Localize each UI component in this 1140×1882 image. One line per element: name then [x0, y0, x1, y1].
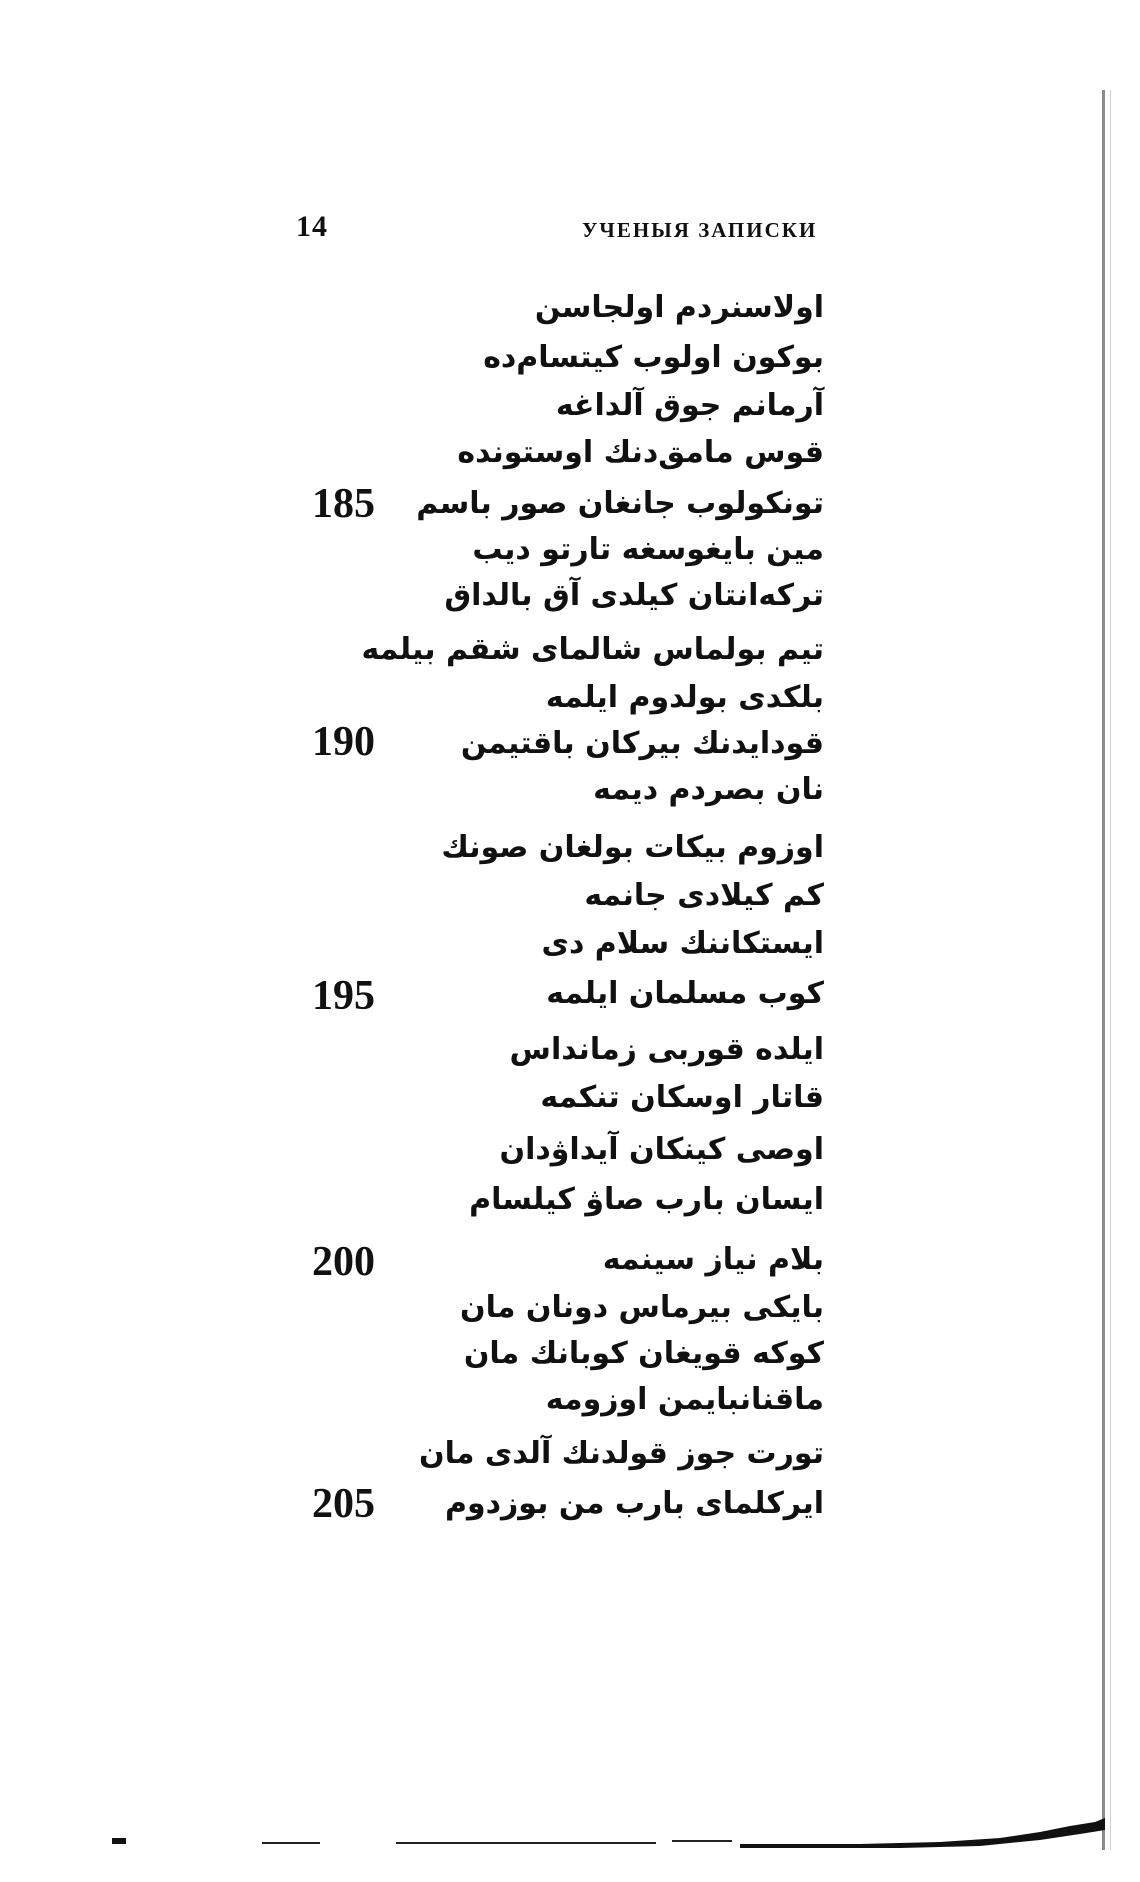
verse-line: كوب مسلمان ايلمه	[546, 976, 824, 1011]
line-number: 185	[312, 481, 375, 527]
torn-edge-shadow	[740, 1800, 1110, 1860]
scan-rule	[262, 1842, 320, 1844]
running-head: УЧЕНЫЯ ЗАПИСКИ	[582, 218, 818, 242]
verse-line: كوكه قويغان كوبانك مان	[463, 1336, 824, 1371]
verse-line: نان بصردم ديمه	[593, 772, 824, 807]
verse-line: اوزوم بيكات بولغان صونك	[441, 830, 824, 865]
line-number: 205	[312, 1481, 375, 1527]
verse-line: ايركلماى بارب من بوزدوم	[445, 1486, 824, 1521]
scan-rule	[396, 1842, 656, 1844]
verse-line: بلام نياز سينمه	[602, 1242, 824, 1277]
verse-line: تركه‌انتان كيلدى آق بالداق	[444, 578, 824, 613]
line-number: 200	[312, 1239, 375, 1285]
verse-line: اولاسنردم اولجاسن	[534, 290, 824, 325]
verse-line: بايكى بيرماس دونان مان	[460, 1290, 824, 1325]
verse-line: قاتار اوسكان تنكمه	[540, 1080, 824, 1115]
verse-line: آرمانم جوق آلداغه	[555, 388, 824, 423]
line-number: 190	[312, 719, 375, 765]
verse-line: تورت جوز قولدنك آلدى مان	[418, 1436, 824, 1471]
verse-line: ماقنانبايمن اوزومه	[545, 1382, 824, 1417]
verse-line: ايسان بارب صاۋ كيلسام	[469, 1182, 824, 1217]
verse-line: كم كيلادى جانمه	[584, 878, 824, 913]
scan-rule	[672, 1840, 732, 1842]
scan-mark	[112, 1838, 126, 1844]
verse-line: تونكولوب جانغان صور باسم	[416, 486, 824, 521]
verse-line: قودايدنك بيركان باقتيمن	[460, 726, 824, 761]
page-edge-shadow	[1102, 90, 1105, 1850]
verse-line: قوس مامق‌دنك اوستونده	[457, 435, 824, 470]
verse-line: اوصى كينكان آيداۋدان	[499, 1132, 824, 1167]
verse-line: مين بايغوسغه تارتو ديب	[472, 532, 824, 567]
line-number: 195	[312, 973, 375, 1019]
verse-line: بلكدى بولدوم ايلمه	[545, 680, 824, 715]
page-number: 14	[296, 210, 328, 243]
verse-line: تيم بولماس شالماى شقم بيلمه	[361, 632, 824, 667]
verse-line: بوكون اولوب كيتسام‌ده	[483, 340, 824, 375]
page-edge-line	[1110, 90, 1111, 1850]
verse-line: ايستكاننك سلام دى	[541, 926, 824, 961]
verse-line: ايلده قوربى زمانداس	[509, 1032, 824, 1067]
